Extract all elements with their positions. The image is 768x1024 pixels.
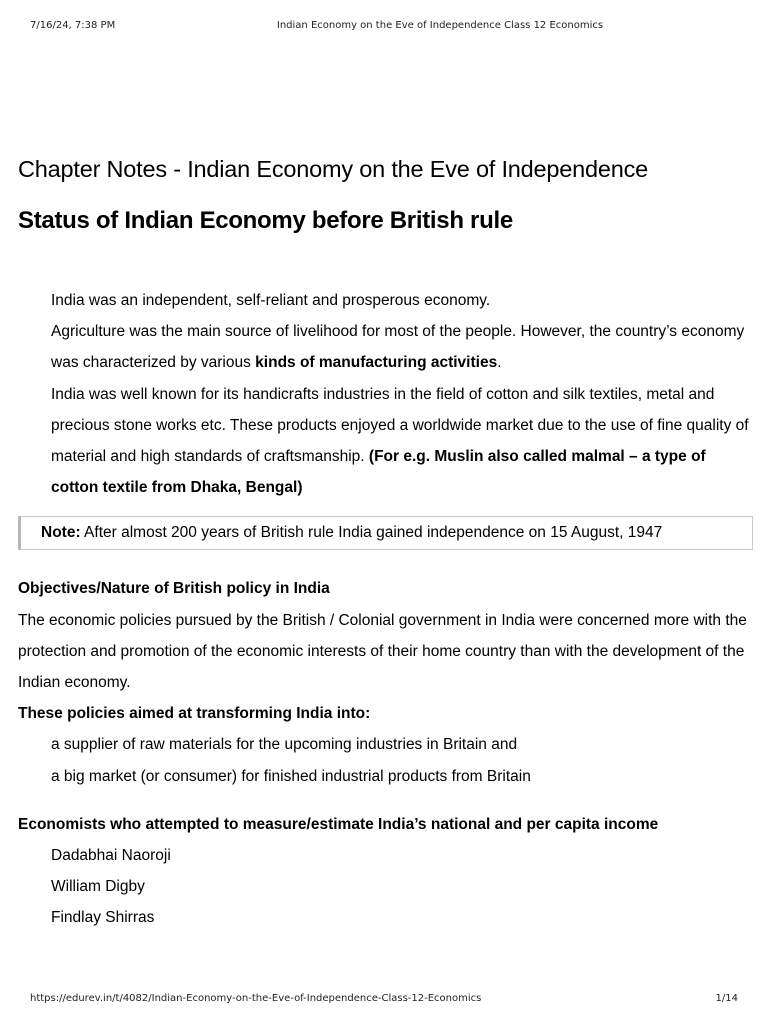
aim-item: a supplier of raw materials for the upcoming industries in Britain and <box>51 736 518 754</box>
point-handicrafts-text: India was well known for its handicrafts industries in the field of cotton and silk textiles, metal and precious stone works etc. These products enjoyed a worldwide market due to the use of fine quality of material and high standards of craftsmanship. <box>51 385 749 466</box>
point-agriculture-end: . <box>497 354 502 372</box>
point-handicrafts <box>51 379 753 504</box>
note-text: After almost 200 years of British rule India gained independence on 15 August, 1947 <box>80 524 663 542</box>
objectives-heading <box>18 573 753 604</box>
note-box <box>18 516 753 550</box>
print-header <box>0 20 768 34</box>
aims-heading <box>18 698 753 729</box>
print-url: https://edurev.in/t/4082/Indian-Economy-on-the-Eve-of-Independence-Class-12-Economics <box>30 993 482 1004</box>
print-page-number: 1/14 <box>715 993 738 1004</box>
objectives-paragraph: The economic policies pursued by the British / Colonial government in India were concerned more with the protection and promotion of the economic interests of their home country than with the development of the Indian economy. <box>18 611 747 692</box>
print-footer <box>0 993 768 1007</box>
print-page-title: Indian Economy on the Eve of Independence Class 12 Economics <box>276 20 604 31</box>
point-self-reliant: India was an independent, self-reliant and prosperous economy. <box>51 292 491 309</box>
economist-item: William Digby <box>51 878 145 896</box>
objectives-heading-text: Objectives/Nature of British policy in India <box>18 580 330 598</box>
point-agriculture-bold: kinds of manufacturing activities <box>255 354 498 372</box>
status-points <box>51 285 753 503</box>
aim-item: a big market (or consumer) for finished industrial products from Britain <box>51 767 531 785</box>
point-agriculture-text: Agriculture was the main source of livelihood for most of the people. However, the country’s economy was characterized by various <box>51 323 745 372</box>
economist-item: Findlay Shirras <box>51 909 155 927</box>
point-handicrafts-bold: (For e.g. Muslin also called malmal – a type of cotton textile from Dhaka, Bengal) <box>51 448 706 497</box>
economists-heading: Economists who attempted to measure/estimate India’s national and per capita income <box>18 815 659 833</box>
objectives-section <box>18 573 753 791</box>
document-content <box>18 152 753 934</box>
chapter-title: Chapter Notes - Indian Economy on the Eve of Independence <box>18 156 649 182</box>
economists-list <box>51 840 753 934</box>
economist-item: Dadabhai Naoroji <box>51 847 171 865</box>
point-agriculture <box>51 316 753 378</box>
note-label: Note: <box>41 524 81 542</box>
aims-heading-text: These policies aimed at transforming India into: <box>18 705 371 723</box>
print-datetime: 7/16/24, 7:38 PM <box>30 20 116 31</box>
section-title: Status of Indian Economy before British rule <box>18 207 513 234</box>
